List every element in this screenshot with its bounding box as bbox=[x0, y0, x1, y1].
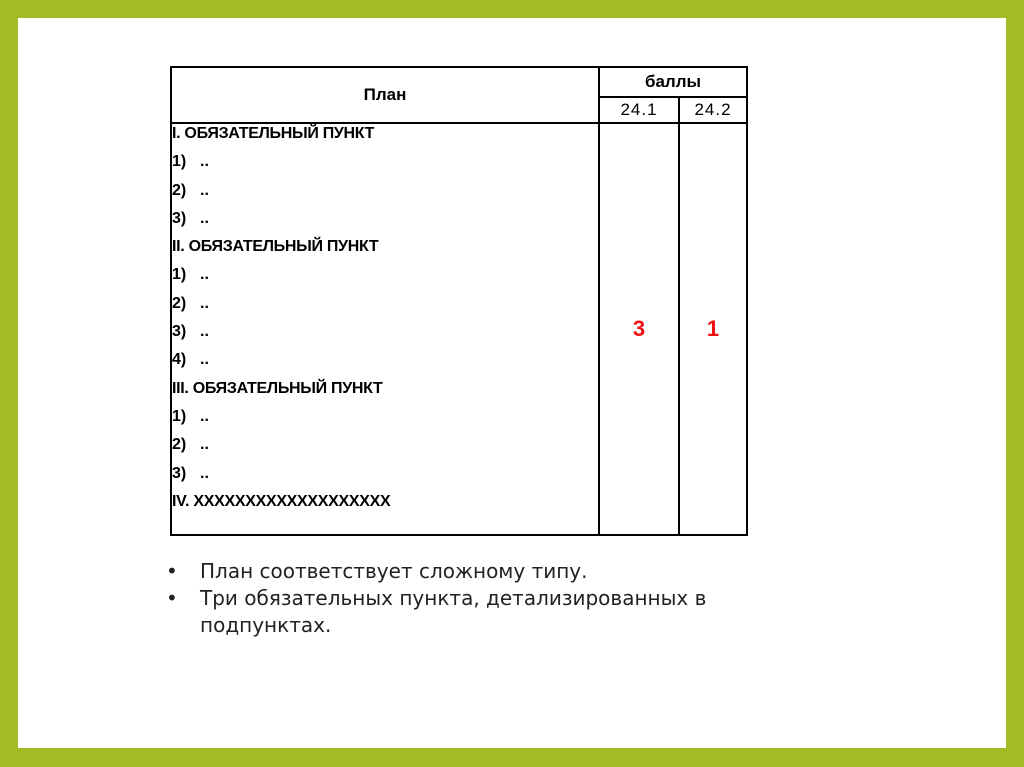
subpoint-number: 3) bbox=[172, 464, 187, 482]
plan-subpoint bbox=[172, 181, 598, 209]
plan-subpoint bbox=[172, 265, 598, 293]
plan-subpoint bbox=[172, 435, 598, 463]
subpoint-number: 1) bbox=[172, 153, 187, 171]
subpoint-text: .. bbox=[200, 407, 209, 425]
plan-subpoint bbox=[172, 322, 598, 350]
subpoint-number: 4) bbox=[172, 351, 187, 369]
subpoint-text: .. bbox=[200, 209, 209, 227]
header-points: баллы bbox=[599, 67, 747, 97]
subpoint-number: 1) bbox=[172, 266, 187, 284]
plan-items-cell bbox=[171, 123, 599, 535]
subpoint-text: .. bbox=[200, 351, 209, 369]
subpoint-text: .. bbox=[200, 436, 209, 454]
slide bbox=[18, 18, 1006, 748]
note-item bbox=[166, 558, 840, 585]
header-col-24-1: 24.1 bbox=[599, 97, 679, 123]
subpoint-number: 3) bbox=[172, 209, 187, 227]
subpoint-number: 2) bbox=[172, 181, 187, 199]
plan-items-list bbox=[172, 124, 598, 520]
plan-point: IV. XXXXXXXXXXXXXXXXXXX bbox=[172, 492, 391, 510]
bullet: • bbox=[166, 586, 178, 610]
plan-subpoint bbox=[172, 294, 598, 322]
subpoint-text: .. bbox=[200, 323, 209, 341]
subpoint-number: 2) bbox=[172, 436, 187, 454]
subpoint-text: .. bbox=[200, 266, 209, 284]
plan-table bbox=[170, 66, 748, 536]
plan-point: II. ОБЯЗАТЕЛЬНЫЙ ПУНКТ bbox=[172, 238, 379, 256]
note-text: План соответствует сложному типу. bbox=[200, 559, 588, 583]
notes-list bbox=[166, 558, 840, 639]
plan-point: I. ОБЯЗАТЕЛЬНЫЙ ПУНКТ bbox=[172, 125, 375, 142]
subpoint-text: .. bbox=[200, 181, 209, 199]
subpoint-text: .. bbox=[200, 153, 209, 171]
subpoint-number: 1) bbox=[172, 407, 187, 425]
bullet: • bbox=[166, 559, 178, 583]
plan-subpoint bbox=[172, 350, 598, 378]
plan-subpoint bbox=[172, 209, 598, 237]
note-text: Три обязательных пункта, детализированных в подпунктах. bbox=[200, 586, 707, 637]
plan-subpoint bbox=[172, 464, 598, 492]
header-col-24-2: 24.2 bbox=[679, 97, 747, 123]
plan-subpoint bbox=[172, 407, 598, 435]
plan-point: III. ОБЯЗАТЕЛЬНЫЙ ПУНКТ bbox=[172, 379, 383, 397]
subpoint-number: 2) bbox=[172, 294, 187, 312]
subpoint-text: .. bbox=[200, 294, 209, 312]
plan-subpoint bbox=[172, 152, 598, 180]
subpoint-text: .. bbox=[200, 464, 209, 482]
score-24-1: 3 bbox=[599, 123, 679, 535]
note-item bbox=[166, 585, 840, 639]
header-plan: План bbox=[171, 67, 599, 123]
score-24-2: 1 bbox=[679, 123, 747, 535]
subpoint-number: 3) bbox=[172, 323, 187, 341]
